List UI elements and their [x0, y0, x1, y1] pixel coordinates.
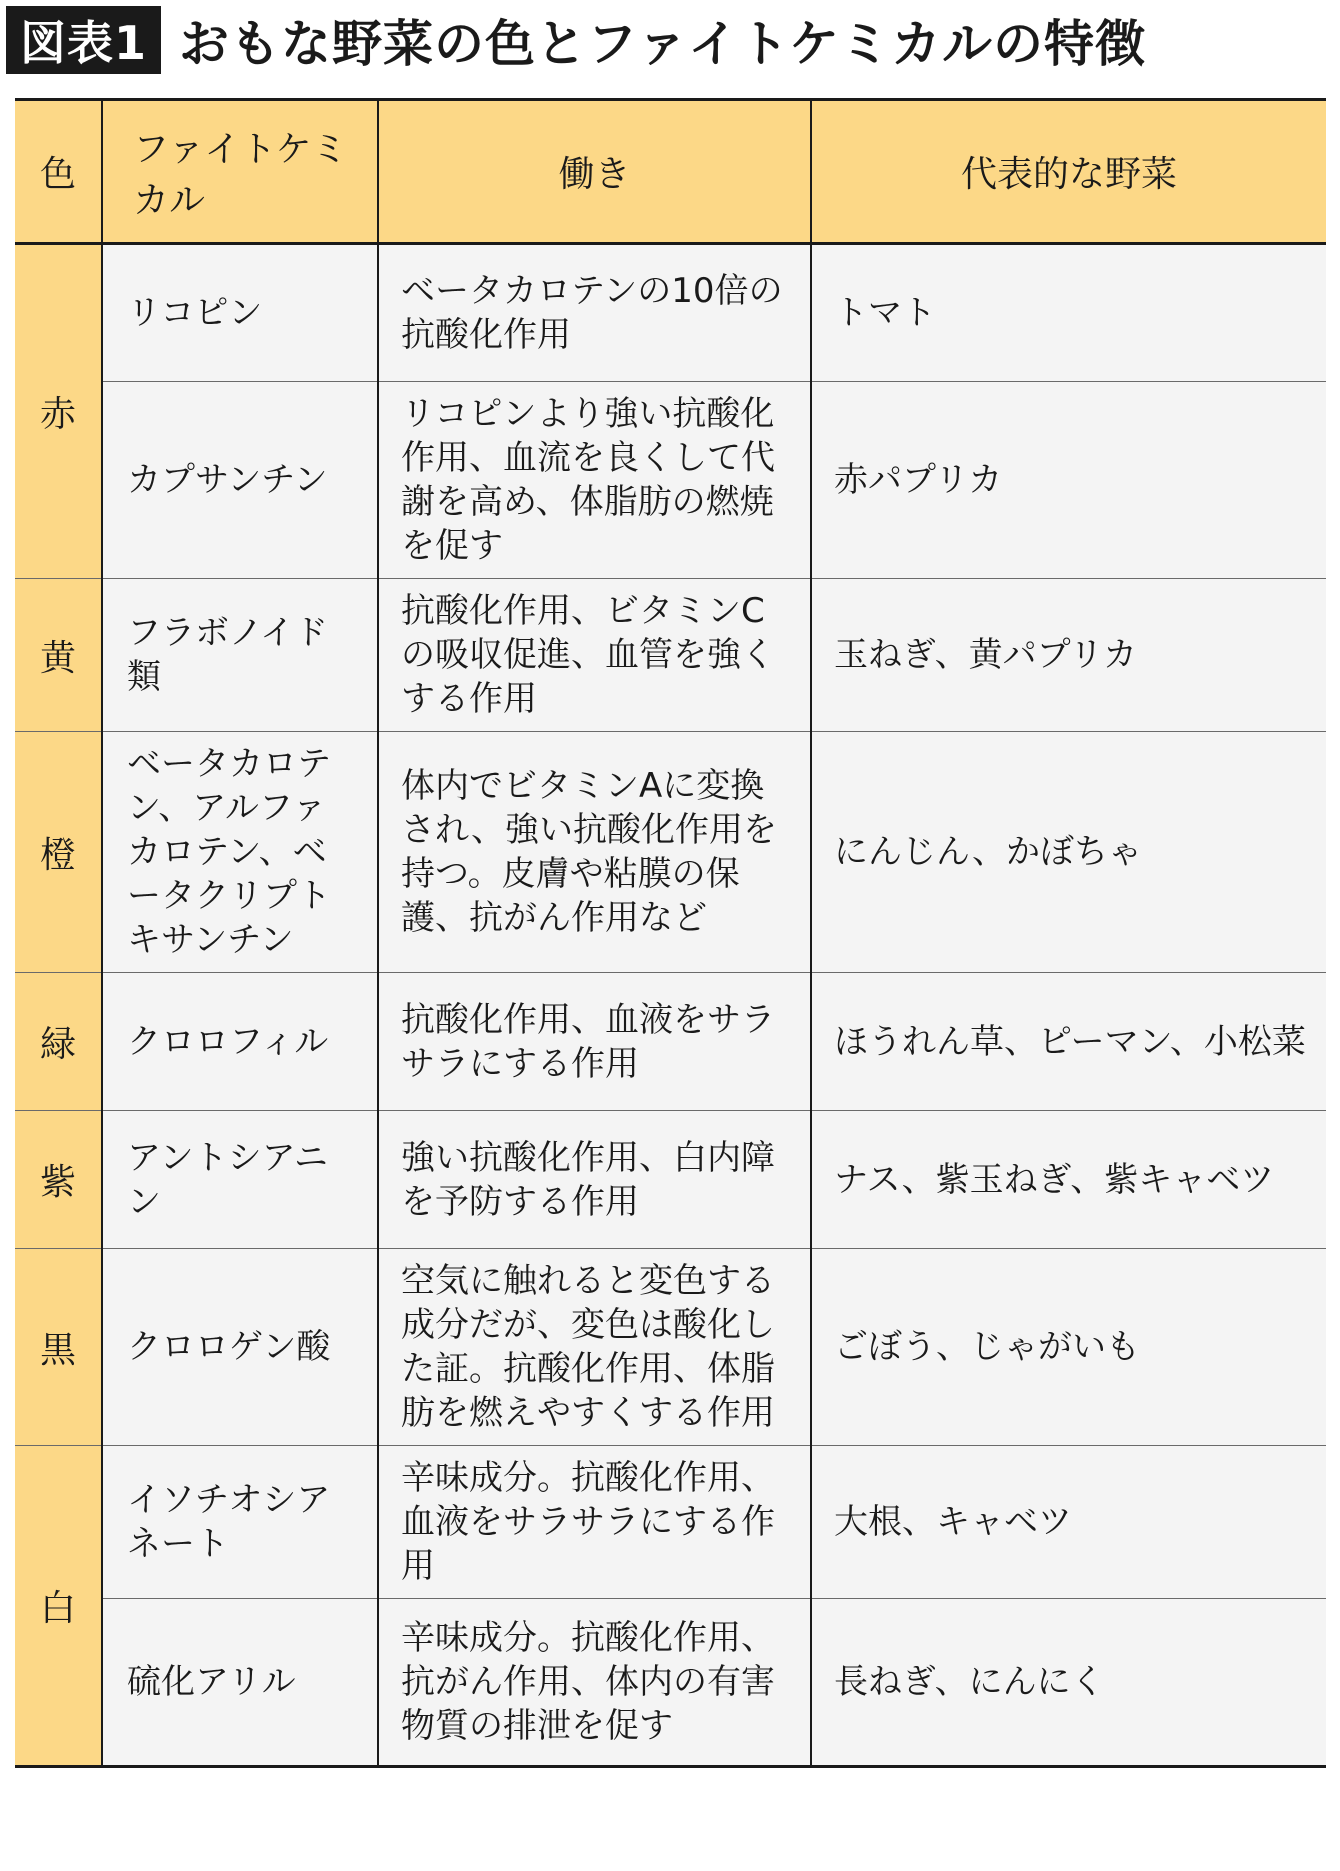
color-cell-green: 緑	[15, 973, 102, 1111]
vegetables-cell: ほうれん草、ピーマン、小松菜	[811, 973, 1326, 1111]
figure-title-bar	[6, 4, 1146, 76]
vegetables-cell: 玉ねぎ、黄パプリカ	[811, 579, 1326, 732]
function-cell: 空気に触れると変色する成分だが、変色は酸化した証。抗酸化作用、体脂肪を燃えやすくする作用	[378, 1249, 811, 1446]
phytochemical-cell: 硫化アリル	[102, 1599, 378, 1767]
vegetables-cell: 長ねぎ、にんにく	[811, 1599, 1326, 1767]
phytochemical-cell: クロロフィル	[102, 973, 378, 1111]
table-row	[15, 1446, 1326, 1599]
function-cell: リコピンより強い抗酸化作用、血流を良くして代謝を高め、体脂肪の燃焼を促す	[378, 382, 811, 579]
table-row	[15, 732, 1326, 973]
table-row	[15, 1599, 1326, 1767]
function-cell: 強い抗酸化作用、白内障を予防する作用	[378, 1111, 811, 1249]
vegetables-cell: 赤パプリカ	[811, 382, 1326, 579]
color-cell-white: 白	[15, 1446, 102, 1767]
color-cell-black: 黒	[15, 1249, 102, 1446]
vegetables-cell: 大根、キャベツ	[811, 1446, 1326, 1599]
header-phytochemical: ファイトケミカル	[102, 100, 378, 244]
table-row	[15, 1111, 1326, 1249]
phytochemical-cell: イソチオシアネート	[102, 1446, 378, 1599]
phytochemical-cell: フラボノイド類	[102, 579, 378, 732]
vegetables-cell: トマト	[811, 244, 1326, 382]
vegetables-cell: にんじん、かぼちゃ	[811, 732, 1326, 973]
color-cell-orange: 橙	[15, 732, 102, 973]
function-cell: ベータカロテンの10倍の抗酸化作用	[378, 244, 811, 382]
figure-title: おもな野菜の色とファイトケミカルの特徴	[179, 15, 1147, 73]
color-cell-yellow: 黄	[15, 579, 102, 732]
table-row	[15, 579, 1326, 732]
table-row	[15, 973, 1326, 1111]
color-cell-red: 赤	[15, 244, 102, 579]
function-cell: 辛味成分。抗酸化作用、抗がん作用、体内の有害物質の排泄を促す	[378, 1599, 811, 1767]
function-cell: 抗酸化作用、血液をサラサラにする作用	[378, 973, 811, 1111]
vegetables-cell: ナス、紫玉ねぎ、紫キャベツ	[811, 1111, 1326, 1249]
function-cell: 体内でビタミンAに変換され、強い抗酸化作用を持つ。皮膚や粘膜の保護、抗がん作用など	[378, 732, 811, 973]
header-vegetables: 代表的な野菜	[811, 100, 1326, 244]
function-cell: 辛味成分。抗酸化作用、血液をサラサラにする作用	[378, 1446, 811, 1599]
phytochemical-cell: リコピン	[102, 244, 378, 382]
table-row	[15, 244, 1326, 382]
phytochemical-cell: クロロゲン酸	[102, 1249, 378, 1446]
phytochemical-cell: ベータカロテン、アルファカロテン、ベータクリプトキサンチン	[102, 732, 378, 973]
color-cell-purple: 紫	[15, 1111, 102, 1249]
vegetables-cell: ごぼう、じゃがいも	[811, 1249, 1326, 1446]
table-row	[15, 382, 1326, 579]
function-cell: 抗酸化作用、ビタミンCの吸収促進、血管を強くする作用	[378, 579, 811, 732]
phytochemical-cell: アントシアニン	[102, 1111, 378, 1249]
table-row	[15, 1249, 1326, 1446]
header-color: 色	[15, 100, 102, 244]
figure-number-badge: 図表1	[6, 6, 161, 74]
phytochemical-table	[15, 98, 1326, 1768]
table-header-row	[15, 100, 1326, 244]
phytochemical-cell: カプサンチン	[102, 382, 378, 579]
header-function: 働き	[378, 100, 811, 244]
